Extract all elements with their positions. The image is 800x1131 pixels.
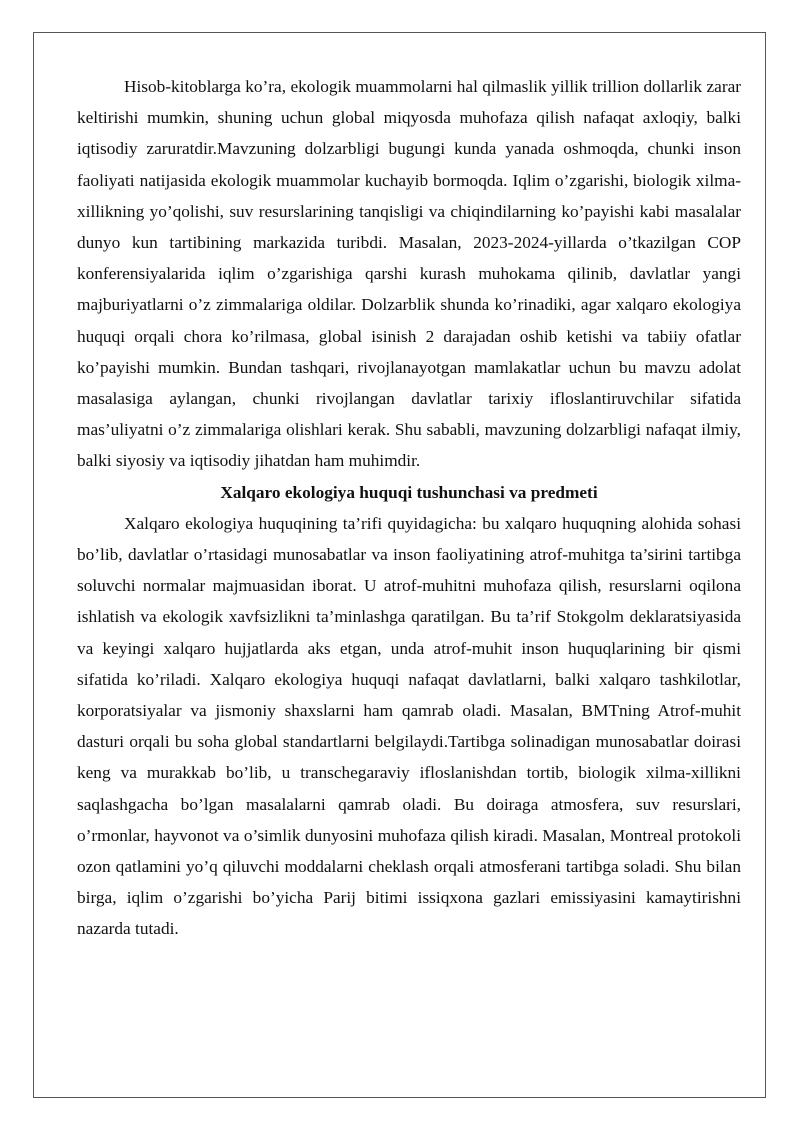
paragraph-definition: Xalqaro ekologiya huquqining ta’rifi quyidagicha: bu xalqaro huquqning alohida sohasi bo’lib, davlatlar o’rtasidagi munosabatlar va inson faoliyatining atrof-muhitga ta’sirini tartibga soluvchi normalar majmuasidan iborat. U atrof-muhitni muhofaza qilish, resurslarni oqilona ishlatish va ekologik xavfsizlikni ta’minlashga qaratilgan. Bu ta’rif Stokgolm deklaratsiyasida va keyingi xalqaro hujjatlarda aks etgan, unda atrof-muhit inson huquqlarining bir qismi sifatida ko’riladi. Xalqaro ekologiya huquqi nafaqat davlatlarni, balki xalqaro tashkilotlar, korporatsiyalar va jismoniy shaxslarni ham qamrab oladi. Masalan, BMTning Atrof-muhit dasturi orqali bu soha global standartlarni belgilaydi.Tartibga solinadigan munosabatlar doirasi keng va murakkab bo’lib, u transchegaraviy ifloslanishdan tortib, biologik xilma-xillikni saqlashgacha bo’lgan masalalarni qamrab oladi. Bu doiraga atmosfera, suv resurslari, o’rmonlar, hayvonot va o’simlik dunyosini muhofaza qilish kiradi. Masalan, Montreal protokoli ozon qatlamini yo’q qiluvchi moddalarni cheklash orqali atmosferani tartibga soladi. Shu bilan birga, iqlim o’zgarishi bo’yicha Parij bitimi issiqxona gazlari emissiyasini kamaytirishni nazarda tutadi. bbox=[77, 513, 741, 939]
section-heading: Xalqaro ekologiya huquqi tushunchasi va predmeti bbox=[220, 482, 598, 502]
document-body bbox=[77, 71, 741, 945]
paragraph-relevance: Hisob-kitoblarga ko’ra, ekologik muammolarni hal qilmaslik yillik trillion dollarlik zarar keltirishi mumkin, shuning uchun global miqyosda muhofaza qilish nafaqat axloqiy, balki iqtisodiy zaruratdir.Mavzuning dolzarbligi bugungi kunda yanada oshmoqda, chunki inson faoliyati natijasida ekologik muammolar kuchayib bormoqda. Iqlim o’zgarishi, biologik xilma-xillikning yo’qolishi, suv resurslarining tanqisligi va chiqindilarning ko’payishi kabi masalalar dunyo kun tartibining markazida turibdi. Masalan, 2023-2024-yillarda o’tkazilgan COP konferensiyalarida iqlim o’zgarishiga qarshi kurash muhokama qilinib, davlatlar yangi majburiyatlarni o’z zimmalariga oldilar. Dolzarblik shunda ko’rinadiki, agar xalqaro ekologiya huquqi orqali chora ko’rilmasa, global isinish 2 darajadan oshib ketishi va tabiiy ofatlar ko’payishi mumkin. Bundan tashqari, rivojlanayotgan mamlakatlar uchun bu mavzu adolat masalasiga aylangan, chunki rivojlangan davlatlar tarixiy ifloslantiruvchilar sifatida mas’uliyatni o’z zimmalariga olishlari kerak. Shu sababli, mavzuning dolzarbligi nafaqat ilmiy, balki siyosiy va iqtisodiy jihatdan ham muhimdir. bbox=[77, 77, 741, 471]
